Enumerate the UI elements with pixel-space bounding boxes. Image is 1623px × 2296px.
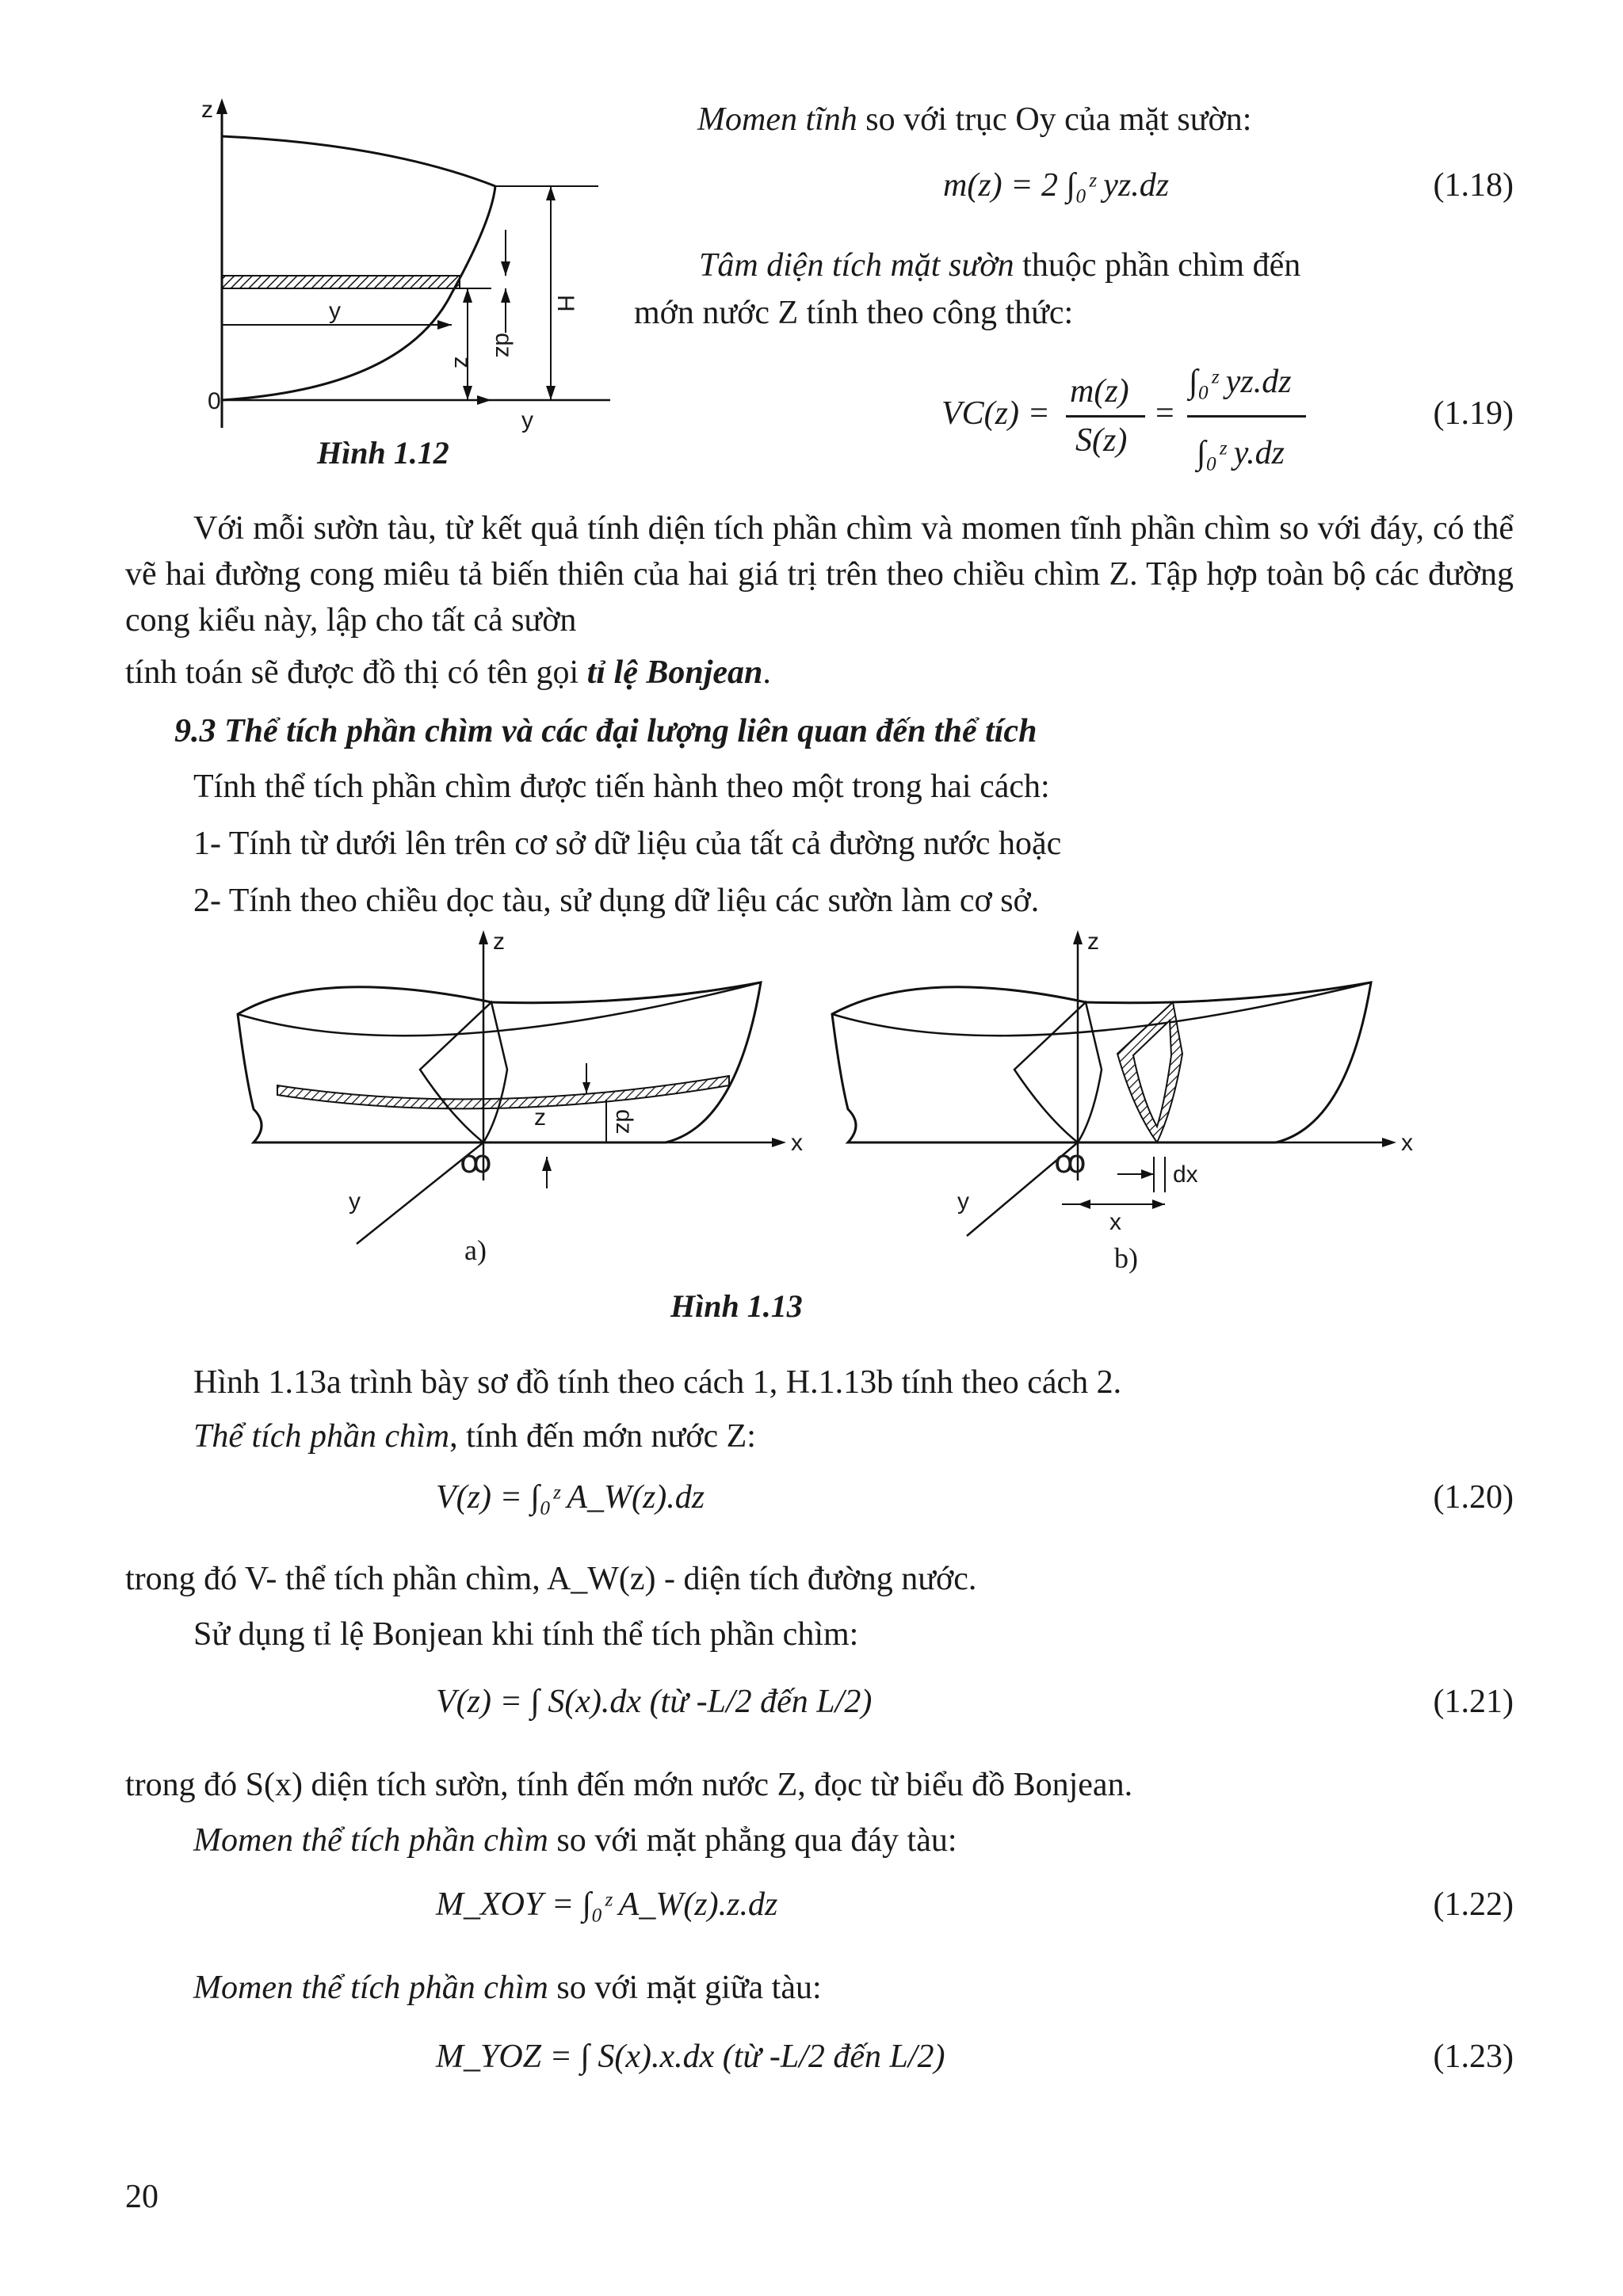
fig13b-label-xdim: x — [1109, 1209, 1121, 1235]
figure-1-12 — [190, 95, 634, 467]
momen-tinh-rest: so với trục Oy của mặt sườn: — [857, 101, 1252, 138]
section-line-2: 1- Tính từ dưới lên trên cơ sở dữ liệu của tất cả đường nước hoặc — [193, 826, 1062, 862]
section-line-1: Tính thể tích phần chìm được tiến hành theo một trong hai cách: — [193, 769, 1050, 805]
body2-line-4: Sử dụng tỉ lệ Bonjean khi tính thể tích phần chìm: — [193, 1616, 859, 1653]
tam-dien-tich-line — [699, 239, 1515, 292]
momen-the-tich-rest-1: so với mặt phẳng qua đáy tàu: — [548, 1822, 957, 1859]
equation-1-20-number: (1.20) — [1433, 1479, 1514, 1516]
fig12-label-origin: 0 — [208, 388, 221, 414]
equation-1-19-den2: ∫₀ᶻ y.dz — [1197, 435, 1285, 471]
equation-1-20: V(z) = ∫₀ᶻ A_W(z).dz — [436, 1479, 705, 1516]
fig13b-sublabel: b) — [1114, 1242, 1138, 1274]
figure-1-12-caption: Hình 1.12 — [317, 435, 449, 471]
equation-1-19-lhs: VC(z) = — [941, 395, 1050, 432]
fig12-label-z-dim: z — [449, 357, 475, 368]
fig13b-label-dx: dx — [1173, 1161, 1198, 1188]
body2-line-5: trong đó S(x) diện tích sườn, tính đến mớn nước Z, đọc từ biểu đồ Bonjean. — [125, 1767, 1133, 1803]
fig12-label-dz: dz — [491, 333, 517, 358]
bonjean-last-pre: tính toán sẽ được đồ thị có tên gọi — [125, 654, 587, 691]
fig13a-label-y: y — [349, 1188, 361, 1215]
equation-1-21: V(z) = ∫ S(x).dx (từ -L/2 đến L/2) — [436, 1684, 873, 1720]
the-tich-rest: , tính đến mớn nước Z: — [449, 1418, 756, 1455]
equation-1-22: M_XOY = ∫₀ᶻ A_W(z).z.dz — [436, 1886, 778, 1923]
tam-dien-tich-rest: thuộc phần chìm đến — [1014, 247, 1301, 284]
fig13b-label-x: x — [1401, 1130, 1413, 1156]
fraction-bar-2 — [1187, 415, 1306, 418]
fig13a-midship-mark: ꝏ — [460, 1145, 492, 1180]
page-number: 20 — [125, 2179, 158, 2215]
equation-1-18: m(z) = 2 ∫₀ᶻ yz.dz — [943, 167, 1170, 204]
fig13b-label-z: z — [1087, 929, 1099, 955]
fig13a-sublabel: a) — [464, 1234, 487, 1266]
bonjean-paragraph-text: Với mỗi sườn tàu, từ kết quả tính diện tích phần chìm và momen tĩnh phần chìm so với đáy, có thể vẽ hai đường cong miêu tả biến thiên của hai giá trị trên theo chiều chìm Z. Tập hợp toàn bộ các đường cong kiểu này, lập cho tất cả sườn — [125, 510, 1514, 639]
bonjean-paragraph-last-line — [125, 646, 771, 699]
equation-1-22-number: (1.22) — [1433, 1886, 1514, 1923]
body2-line-2 — [193, 1410, 756, 1463]
bonjean-paragraph — [125, 505, 1514, 643]
fig12-label-y-top: y — [329, 298, 341, 324]
figure-1-13a — [238, 929, 803, 1266]
bonjean-term: tỉ lệ Bonjean — [586, 654, 763, 691]
momen-the-tich-label-1: Momen thể tích phần chìm — [193, 1822, 548, 1859]
equation-1-19-number: (1.19) — [1433, 395, 1514, 432]
fig13a-label-x: x — [791, 1130, 803, 1156]
section-heading-9-3: 9.3 Thể tích phần chìm và các đại lượng liên quan đến thể tích — [174, 713, 1037, 749]
fig13b-label-y: y — [957, 1188, 969, 1215]
section-line-3: 2- Tính theo chiều dọc tàu, sử dụng dữ liệu các sườn làm cơ sở. — [193, 883, 1040, 919]
momen-tinh-line — [697, 93, 1251, 146]
fig13a-label-dz: dz — [611, 1109, 637, 1135]
fig13a-label-zdim: z — [534, 1104, 546, 1131]
body2-line-7 — [193, 1962, 822, 2014]
momen-the-tich-rest-2: so với mặt giữa tàu: — [548, 1970, 822, 2006]
equation-1-23: M_YOZ = ∫ S(x).x.dx (từ -L/2 đến L/2) — [436, 2039, 945, 2075]
mon-nuoc-line: mớn nước Z tính theo công thức: — [634, 295, 1074, 331]
figure-1-13-caption: Hình 1.13 — [670, 1288, 803, 1324]
figure-1-13-drawing — [222, 919, 1426, 1283]
fig12-label-y-axis: y — [521, 407, 533, 433]
equation-1-19-eq: = — [1155, 395, 1174, 432]
equation-1-19-num1: m(z) — [1070, 373, 1129, 410]
body2-line-1: Hình 1.13a trình bày sơ đồ tính theo cách 1, H.1.13b tính theo cách 2. — [193, 1364, 1122, 1401]
body2-line-6 — [193, 1814, 957, 1867]
momen-tinh-label: Momen tĩnh — [697, 101, 857, 138]
bonjean-last-post: . — [762, 654, 771, 691]
equation-1-18-number: (1.18) — [1433, 167, 1514, 204]
equation-1-23-number: (1.23) — [1433, 2039, 1514, 2075]
equation-1-21-number: (1.21) — [1433, 1684, 1514, 1720]
body2-line-3: trong đó V- thể tích phần chìm, A_W(z) - diện tích đường nước. — [125, 1561, 977, 1597]
figure-1-12-drawing — [190, 95, 634, 467]
equation-1-19-den1: S(z) — [1075, 422, 1128, 459]
the-tich-label: Thể tích phần chìm — [193, 1418, 450, 1455]
figure-1-13b — [832, 929, 1413, 1274]
equation-1-19-num2: ∫₀ᶻ yz.dz — [1189, 364, 1292, 400]
fraction-bar-1 — [1066, 415, 1145, 418]
fig13b-midship-mark: ꝏ — [1054, 1145, 1086, 1180]
fig13a-label-z: z — [493, 929, 505, 955]
fig12-label-h: H — [552, 295, 579, 312]
momen-the-tich-label-2: Momen thể tích phần chìm — [193, 1970, 548, 2006]
figure-1-13 — [222, 919, 1426, 1283]
tam-dien-tich-label: Tâm diện tích mặt sườn — [699, 247, 1014, 284]
fig12-label-z: z — [201, 97, 213, 123]
